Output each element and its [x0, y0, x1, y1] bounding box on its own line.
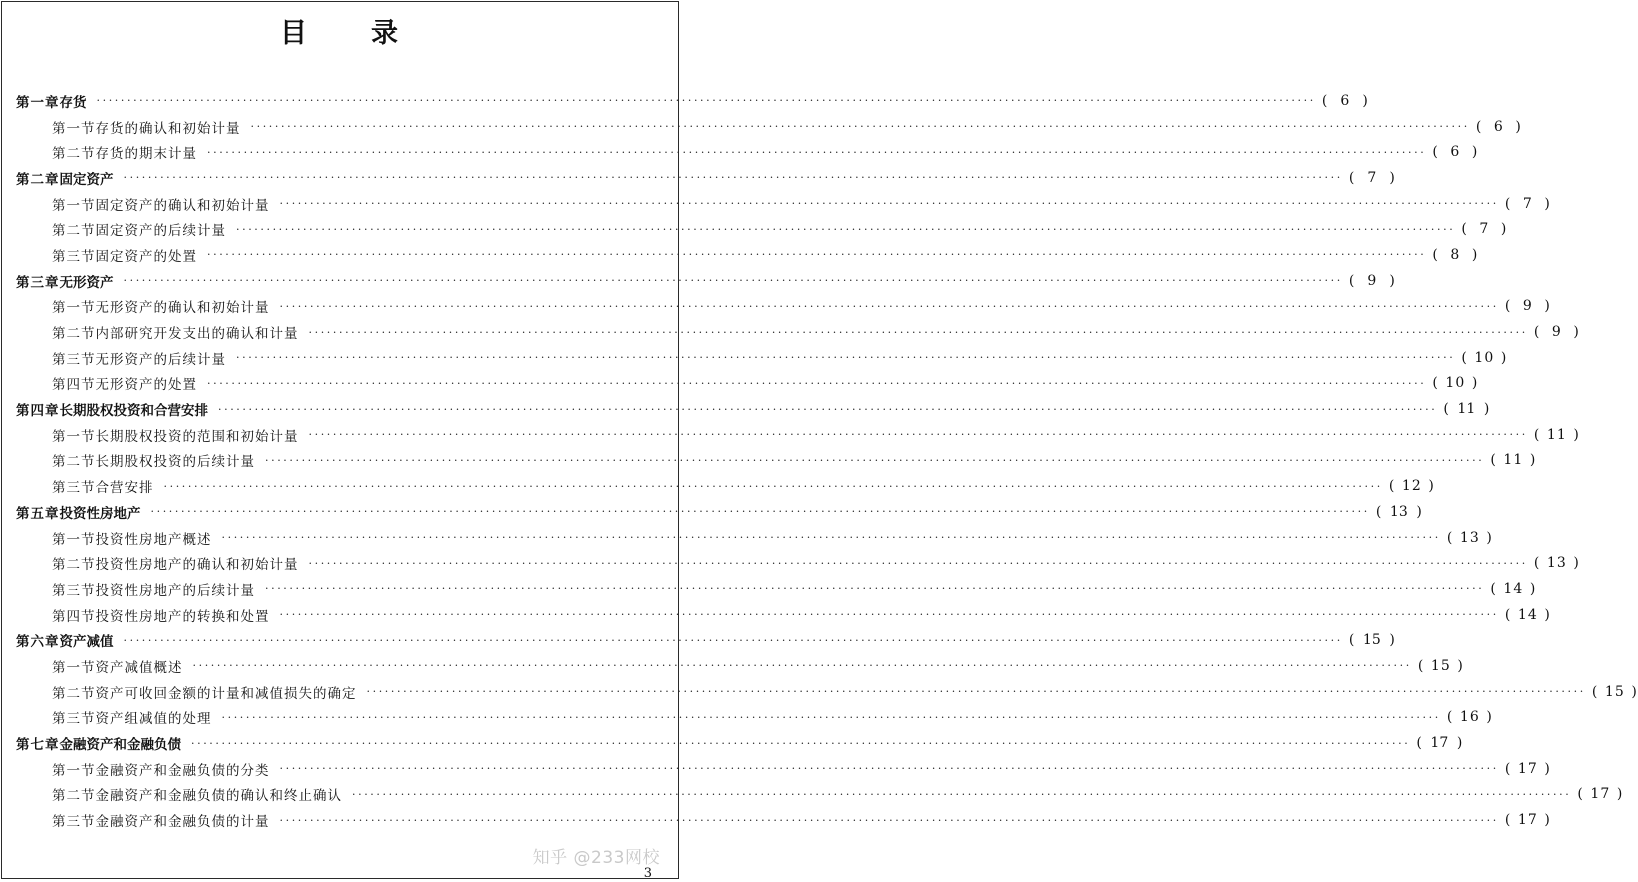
page-ref-paren-open: (: [1490, 580, 1497, 597]
page-ref: [1505, 298, 1551, 314]
section-title: 金融资产和金融负债的确认和终止确认: [95, 788, 342, 805]
page-ref-paren-open: (: [1533, 555, 1541, 572]
page-ref: [1376, 504, 1422, 520]
dot-leader: ········································································································································································································: [123, 633, 1343, 647]
section-title: 存货的确认和初始计量: [95, 120, 241, 137]
page-ref-number: 6: [1450, 144, 1461, 161]
section-title: 资产减值概述: [95, 659, 183, 676]
page-ref-paren-close: ): [1573, 426, 1580, 443]
toc-section-entry[interactable]: [16, 216, 1508, 242]
section-number: 第一节: [52, 428, 96, 445]
page-ref: [1505, 196, 1551, 212]
page-ref-paren-open: (: [1348, 272, 1355, 289]
page-ref-paren-open: (: [1533, 324, 1541, 341]
page-ref: [1461, 221, 1507, 237]
dot-leader: ········································································································································································································: [221, 531, 1441, 545]
toc-section-entry[interactable]: [16, 525, 1493, 551]
section-number: 第三节: [52, 248, 96, 265]
section-number: 第四节: [52, 377, 96, 394]
section-number: 第一节: [52, 659, 96, 676]
chapter-number: 第六章: [16, 634, 60, 651]
page-ref: [1389, 478, 1435, 494]
page-ref-number: 12: [1401, 478, 1422, 495]
page-ref: [1447, 709, 1493, 725]
section-number: 第三节: [52, 351, 96, 368]
dot-leader: ········································································································································································································: [236, 222, 1456, 236]
page-ref-paren-close: ): [1573, 555, 1580, 572]
toc-section-entry[interactable]: [16, 602, 1551, 628]
section-title: 金融资产和金融负债的分类: [95, 762, 270, 779]
page-ref-number: 13: [1546, 555, 1567, 572]
toc-chapter-entry[interactable]: [16, 627, 1395, 653]
page-ref: [1322, 93, 1368, 109]
page-ref: [1418, 658, 1464, 674]
page-ref-number: 17: [1430, 735, 1449, 752]
page-ref: [1577, 786, 1623, 802]
chapter-number: 第四章: [16, 403, 60, 420]
chapter-title: 固定资产: [59, 171, 114, 188]
page-ref-paren-close: ): [1515, 118, 1522, 135]
toc-chapter-entry[interactable]: [16, 165, 1395, 191]
section-number: 第三节: [52, 814, 96, 831]
page-ref-paren-open: (: [1533, 426, 1541, 443]
page-ref: [1349, 170, 1395, 186]
page-ref: [1432, 247, 1478, 263]
page-ref-number: 13: [1459, 529, 1480, 546]
page-ref-paren-close: ): [1471, 375, 1479, 392]
section-number: 第三节: [52, 480, 96, 497]
page-ref-paren-open: (: [1375, 503, 1382, 520]
dot-leader: ········································································································································································································: [250, 120, 1470, 134]
section-title: 无形资产的处置: [95, 377, 197, 394]
page-ref: [1490, 452, 1536, 468]
dot-leader: ········································································································································································································: [279, 299, 1499, 313]
chapter-number: 第七章: [16, 737, 60, 754]
section-number: 第三节: [52, 711, 96, 728]
page-ref-paren-open: (: [1504, 606, 1512, 623]
page-ref-paren-open: (: [1461, 349, 1468, 366]
page-ref-paren-close: ): [1529, 452, 1537, 469]
page-ref-paren-close: ): [1616, 786, 1624, 803]
toc-section-entry[interactable]: [16, 782, 1624, 808]
page-ref: [1505, 607, 1551, 623]
page-title-char-1: 目: [280, 18, 309, 49]
toc-section-entry[interactable]: [16, 114, 1522, 140]
section-title: 资产组减值的处理: [95, 711, 212, 728]
table-of-contents: [16, 88, 1638, 833]
page-ref: [1416, 735, 1462, 751]
section-number: 第三节: [52, 582, 96, 599]
page-ref-number: 7: [1479, 221, 1490, 238]
toc-chapter-entry[interactable]: [16, 396, 1490, 422]
section-number: 第二节: [52, 557, 96, 574]
section-title: 合营安排: [95, 480, 154, 497]
page-number: 3: [643, 866, 652, 881]
page-ref-number: 9: [1522, 298, 1533, 315]
dot-leader: ········································································································································································································: [236, 351, 1456, 365]
section-title: 投资性房地产的后续计量: [95, 582, 255, 599]
section-title: 内部研究开发支出的确认和计量: [95, 326, 299, 343]
page-ref-paren-close: ): [1486, 529, 1493, 546]
dot-leader: ········································································································································································································: [207, 145, 1427, 159]
section-number: 第四节: [52, 608, 96, 625]
dot-leader: ········································································································································································································: [265, 453, 1485, 467]
section-title: 资产可收回金额的计量和减值损失的确定: [95, 685, 357, 702]
page-ref-paren-close: ): [1416, 503, 1422, 520]
page-ref-paren-close: ): [1483, 401, 1490, 418]
section-number: 第一节: [52, 120, 96, 137]
section-number: 第二节: [52, 223, 96, 240]
chapter-number: 第二章: [16, 171, 60, 188]
page-ref-paren-open: (: [1504, 812, 1512, 829]
toc-section-entry[interactable]: [16, 473, 1435, 499]
section-title: 存货的期末计量: [95, 146, 197, 163]
section-title: 固定资产的后续计量: [95, 223, 226, 240]
dot-leader: ········································································································································································································: [308, 556, 1528, 570]
toc-section-entry[interactable]: [16, 448, 1537, 474]
page-ref-paren-close: ): [1573, 324, 1580, 341]
page-ref-number: 17: [1517, 760, 1538, 777]
page-ref-number: 15: [1430, 657, 1451, 674]
section-title: 长期股权投资的范围和初始计量: [95, 428, 299, 445]
toc-section-entry[interactable]: [16, 550, 1580, 576]
toc-section-entry[interactable]: [16, 345, 1508, 371]
toc-section-entry[interactable]: [16, 191, 1551, 217]
toc-section-entry[interactable]: [16, 807, 1551, 833]
page-ref: [1461, 350, 1507, 366]
chapter-number: 第三章: [16, 274, 60, 291]
page-ref-paren-open: (: [1504, 298, 1512, 315]
page-ref-number: 11: [1503, 452, 1524, 469]
toc-section-entry[interactable]: [16, 422, 1580, 448]
page-ref-paren-close: ): [1631, 683, 1638, 700]
toc-section-entry[interactable]: [16, 705, 1493, 731]
section-title: 金融资产和金融负债的计量: [95, 814, 270, 831]
page-ref-paren-close: ): [1428, 478, 1435, 495]
page-ref-paren-close: ): [1471, 246, 1479, 263]
page-ref-paren-open: (: [1504, 760, 1512, 777]
toc-section-entry[interactable]: [16, 294, 1551, 320]
dot-leader: ········································································································································································································: [279, 608, 1499, 622]
page-ref-number: 9: [1551, 324, 1562, 341]
section-number: 第二节: [52, 454, 96, 471]
dot-leader: ········································································································································································································: [123, 274, 1343, 288]
chapter-title: 金融资产和金融负债: [59, 737, 181, 754]
page-ref-paren-close: ): [1544, 195, 1551, 212]
page-ref: [1490, 581, 1536, 597]
dot-leader: ········································································································································································································: [218, 402, 1438, 416]
page-ref-paren-open: (: [1432, 375, 1439, 392]
dot-leader: ········································································································································································································: [308, 428, 1528, 442]
toc-section-entry[interactable]: [16, 576, 1537, 602]
page-ref-paren-open: (: [1490, 452, 1497, 469]
chapter-title: 无形资产: [59, 274, 114, 291]
page-ref-number: 11: [1457, 401, 1476, 418]
page-ref: [1476, 119, 1522, 135]
section-number: 第二节: [52, 146, 96, 163]
toc-section-entry[interactable]: [16, 242, 1479, 268]
page-ref-paren-close: ): [1544, 812, 1551, 829]
toc-section-entry[interactable]: [16, 653, 1464, 679]
section-title: 固定资产的确认和初始计量: [95, 197, 270, 214]
page-ref-number: 17: [1590, 786, 1611, 803]
toc-section-entry[interactable]: [16, 319, 1580, 345]
dot-leader: ········································································································································································································: [279, 197, 1499, 211]
section-number: 第二节: [52, 326, 96, 343]
toc-chapter-entry[interactable]: [16, 268, 1395, 294]
page-ref-number: 15: [1362, 632, 1381, 649]
page-ref-paren-open: (: [1416, 735, 1422, 752]
page-ref: [1432, 375, 1478, 391]
page-ref-number: 7: [1522, 195, 1533, 212]
chapter-number: 第五章: [16, 505, 60, 522]
page-ref: [1534, 427, 1580, 443]
page-ref-number: 11: [1546, 426, 1567, 443]
dot-leader: ········································································································································································································: [279, 813, 1499, 827]
page-ref-number: 17: [1517, 812, 1538, 829]
dot-leader: ········································································································································································································: [123, 171, 1343, 185]
dot-leader: ········································································································································································································: [221, 710, 1441, 724]
page-ref-paren-close: ): [1529, 580, 1537, 597]
page-ref: [1592, 684, 1638, 700]
toc-chapter-entry[interactable]: [16, 730, 1463, 756]
dot-leader: ········································································································································································································: [279, 762, 1499, 776]
dot-leader: ········································································································································································································: [207, 376, 1427, 390]
page-ref-paren-close: ): [1456, 735, 1463, 752]
page-ref-number: 8: [1450, 246, 1461, 263]
toc-section-entry[interactable]: [16, 679, 1638, 705]
chapter-title: 长期股权投资和合营安排: [59, 403, 208, 420]
page-ref-number: 13: [1389, 503, 1408, 520]
page-ref-paren-close: ): [1544, 760, 1551, 777]
page-ref-paren-open: (: [1446, 529, 1454, 546]
section-number: 第一节: [52, 531, 96, 548]
page-ref-paren-close: ): [1544, 606, 1551, 623]
page-ref-paren-close: ): [1544, 298, 1551, 315]
dot-leader: ········································································································································································································: [366, 685, 1586, 699]
page-ref-paren-close: ): [1389, 169, 1395, 186]
section-title: 无形资产的确认和初始计量: [95, 300, 270, 317]
section-number: 第一节: [52, 762, 96, 779]
document-page: [1, 1, 1638, 879]
chapter-title: 投资性房地产: [59, 505, 141, 522]
page-ref-paren-open: (: [1432, 246, 1439, 263]
page-ref-paren-close: ): [1389, 272, 1395, 289]
page-ref: [1505, 761, 1551, 777]
page-ref-paren-open: (: [1446, 709, 1454, 726]
dot-leader: ········································································································································································································: [150, 505, 1370, 519]
page-ref-paren-open: (: [1443, 401, 1449, 418]
page-ref-paren-close: ): [1362, 92, 1368, 109]
dot-leader: ········································································································································································································: [352, 787, 1572, 801]
page-ref-paren-close: ): [1389, 632, 1395, 649]
page-ref-paren-close: ): [1457, 657, 1464, 674]
page-ref: [1443, 401, 1489, 417]
dot-leader: ········································································································································································································: [96, 94, 1316, 108]
section-title: 投资性房地产的转换和处置: [95, 608, 270, 625]
section-number: 第二节: [52, 685, 96, 702]
dot-leader: ········································································································································································································: [207, 248, 1427, 262]
page-ref-paren-open: (: [1388, 478, 1396, 495]
page-ref-paren-close: ): [1486, 709, 1493, 726]
page-ref: [1349, 273, 1395, 289]
toc-chapter-entry[interactable]: [16, 499, 1422, 525]
page-ref-paren-open: (: [1504, 195, 1512, 212]
watermark: 知乎 @233网校: [532, 848, 660, 868]
page-ref-paren-open: (: [1348, 632, 1355, 649]
page-title-char-2: 录: [371, 18, 400, 49]
page-ref: [1534, 324, 1580, 340]
section-number: 第二节: [52, 788, 96, 805]
section-title: 投资性房地产的确认和初始计量: [95, 557, 299, 574]
page-ref-paren-open: (: [1432, 144, 1439, 161]
dot-leader: ········································································································································································································: [308, 325, 1528, 339]
page-ref-paren-open: (: [1577, 786, 1584, 803]
page-ref-paren-open: (: [1417, 657, 1425, 674]
dot-leader: ········································································································································································································: [163, 479, 1383, 493]
page-ref-paren-open: (: [1475, 118, 1483, 135]
page-title: [2, 11, 678, 50]
section-number: 第一节: [52, 300, 96, 317]
page-ref-number: 7: [1367, 169, 1377, 186]
dot-leader: ········································································································································································································: [265, 582, 1485, 596]
page-ref-paren-open: (: [1461, 221, 1468, 238]
section-number: 第一节: [52, 197, 96, 214]
section-title: 投资性房地产概述: [95, 531, 212, 548]
toc-section-entry[interactable]: [16, 756, 1551, 782]
chapter-title: 存货: [59, 94, 87, 111]
page-ref-number: 14: [1517, 606, 1538, 623]
page-ref: [1447, 530, 1493, 546]
page-ref-number: 14: [1503, 580, 1524, 597]
page-ref-paren-open: (: [1348, 169, 1355, 186]
page-ref-number: 10: [1474, 349, 1495, 366]
page-ref-number: 16: [1459, 709, 1480, 726]
page-ref-paren-close: ): [1500, 349, 1508, 366]
section-title: 长期股权投资的后续计量: [95, 454, 255, 471]
page-ref-number: 9: [1367, 272, 1377, 289]
page-ref-number: 6: [1340, 92, 1350, 109]
chapter-title: 资产减值: [59, 634, 114, 651]
chapter-number: 第一章: [16, 94, 60, 111]
page-ref-paren-open: (: [1321, 92, 1328, 109]
page-ref-number: 10: [1445, 375, 1466, 392]
page-ref-number: 6: [1493, 118, 1504, 135]
dot-leader: ········································································································································································································: [191, 736, 1411, 750]
page-ref: [1534, 555, 1580, 571]
page-ref-paren-close: ): [1500, 221, 1508, 238]
page-ref: [1349, 632, 1395, 648]
page-ref-number: 15: [1604, 683, 1625, 700]
toc-chapter-entry[interactable]: [16, 88, 1368, 114]
toc-section-entry[interactable]: [16, 139, 1479, 165]
page-ref-paren-open: (: [1591, 683, 1599, 700]
section-title: 固定资产的处置: [95, 248, 197, 265]
page-ref-paren-close: ): [1471, 144, 1479, 161]
toc-section-entry[interactable]: [16, 371, 1479, 397]
page-ref: [1505, 812, 1551, 828]
section-title: 无形资产的后续计量: [95, 351, 226, 368]
dot-leader: ········································································································································································································: [192, 659, 1412, 673]
page-ref: [1432, 144, 1478, 160]
